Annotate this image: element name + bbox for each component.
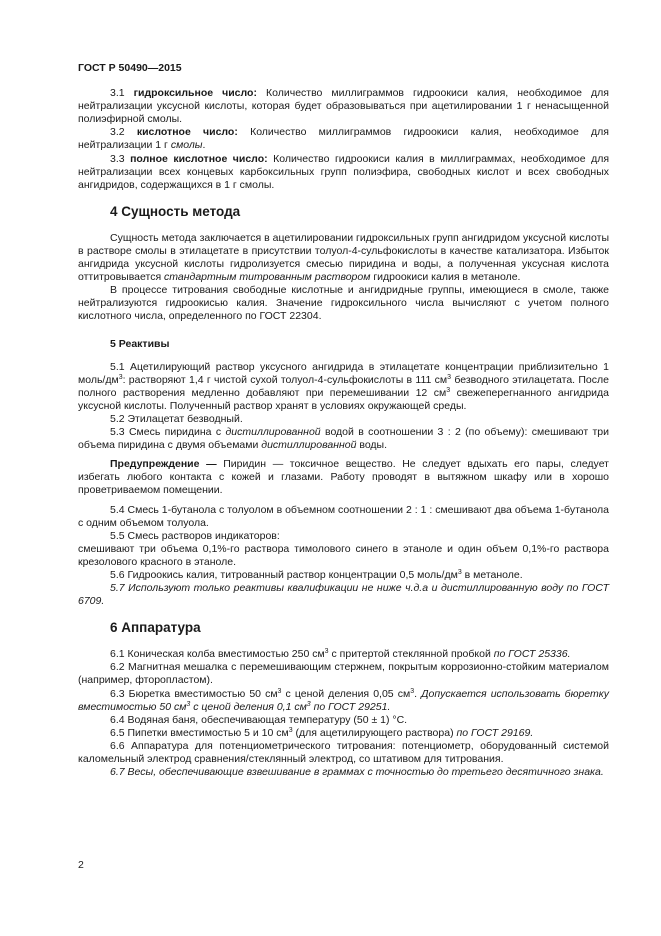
standard-header: ГОСТ Р 50490—2015: [78, 62, 182, 74]
section-5-title: 5 Реактивы: [110, 337, 170, 350]
clause-6-5: 6.5 Пипетки вместимостью 5 и 10 $см^3$ (для ацетилирующего раствора) по ГОСТ 29169.: [110, 726, 534, 739]
clause-5-1: 5.1 Ацетилирующий раствор уксусного ангидрида в этилацетате концентрации приблизительно 1 моль/$дм^3$: растворяют 1,4 г чистой сухой толуол-4-сульфокислоты в 111 $см^3$ безводного этилацетата. После полного растворения медленно добавляют при перемешивании 12 $см^3$ свежеперегнанного ангидрида уксусной кислоты. Полученный раствор хранят в условиях окружающей среды.: [78, 360, 609, 412]
term: гидроксильное число:: [133, 87, 257, 100]
section-4-paragraph: Сущность метода заключается в ацетилировании гидроксильных групп ангидридом уксусной кислоты в растворе смолы в этилацетате в присутствии толуол-4-сульфокислоты в качестве катализатора. Избыток ангидрида уксусной кислоты гидролизуется смесью пиридина и воды, а полученная уксусная кислота оттитровывается стандартным титрованным раствором гидроокиси калия в метаноле.: [78, 231, 609, 284]
definition-3-3: 3.3 полное кислотное число: Количество гидроокиси калия в миллиграммах, необходимое для нейтрализации всех концевых карбоксильных групп полиэфира, свободных кислот и всех свободных ангидридов, содержащихся в 1 г смолы.: [78, 152, 610, 191]
clause-5-4: 5.4 Смесь 1-бутанола с толуолом в объемном соотношении 2 : 1 : смешивают два объема 1-бутанола с одним объемом толуола.: [78, 503, 609, 529]
clause-6-7: 6.7 Весы, обеспечивающие взвешивание в граммах с точностью до третьего десятичного знака.: [110, 766, 604, 779]
clause-6-1: 6.1 Коническая колба вместимостью 250 $см^3$ с притертой стеклянной пробкой по ГОСТ 25336.: [110, 648, 571, 661]
clause-5-3: 5.3 Смесь пиридина с дистиллированной водой в соотношении 3 : 2 (по объему): смешивают три объема пиридина с двумя объемами дистиллированной воды.: [78, 426, 609, 452]
clause-5-5: 5.5 Смесь растворов индикаторов:: [110, 529, 280, 542]
clause-5-7: 5.7 Используют только реактивы квалификации не ниже ч.д.а и дистиллированную воду по ГОСТ 6709.: [78, 582, 609, 608]
section-4-paragraph: В процессе титрования свободные кислотные и ангидридные группы, имеющиеся в смоле, также нейтрализуются гидроокисью калия. Значение гидроксильного числа вычисляют с учетом полного кислотного числа, определенного по ГОСТ 22304.: [78, 284, 609, 323]
clause-6-4: 6.4 Водяная баня, обеспечивающая температуру (50 ± 1) °С.: [110, 713, 408, 726]
definition-3-2: 3.2 кислотное число: Количество миллиграммов гидроокиси калия, необходимое для нейтрализации 1 г смолы.: [78, 126, 609, 152]
section-4-title: 4 Сущность метода: [110, 203, 241, 219]
clause-6-2: 6.2 Магнитная мешалка с перемешивающим стержнем, покрытым коррозионно-стойким материалом (например, фторопластом).: [78, 661, 609, 687]
clause-5-5-text: смешивают три объема 0,1%-го раствора тимолового синего в этаноле и один объем 0,1%-го раствора крезолового красного в этаноле.: [78, 542, 609, 568]
term: кислотное число:: [136, 126, 238, 139]
clause-5-2: 5.2 Этилацетат безводный.: [110, 412, 243, 425]
term: полное кислотное число:: [130, 152, 268, 165]
definition-3-1: 3.1 гидроксильное число: Количество миллиграммов гидроокиси калия, необходимое для нейтрализации уксусной кислоты, которая будет образовываться при ацетилировании 1 г ненасыщенной полиэфирной смолы.: [78, 87, 609, 126]
section-6-title: 6 Аппаратура: [110, 620, 201, 636]
clause-5-6: 5.6 Гидроокись калия, титрованный раствор концентрации 0,5 моль/$дм^3$ в метаноле.: [110, 569, 523, 581]
warning-note: Предупреждение — Пиридин — токсичное вещество. Не следует вдыхать его пары, следует избегать любого контакта с кожей и глазами. Работу проводят в вытяжном шкафу или в хорошо проветриваемом помещении.: [78, 458, 609, 497]
clause-6-3: 6.3 Бюретка вместимостью 50 $см^3$ с ценой деления 0,05 $см^3$. Допускается использовать бюретку вместимостью 50 $см^3$ с ценой деления 0,1 $см^3$ по ГОСТ 29251.: [78, 687, 609, 713]
page-number: 2: [78, 859, 84, 871]
clause-6-6: 6.6 Аппаратура для потенциометрического титрования: потенциометр, оборудованный системой каломельный электрод сравнения/стеклянный электрод, со штативом для титрования.: [78, 739, 609, 766]
